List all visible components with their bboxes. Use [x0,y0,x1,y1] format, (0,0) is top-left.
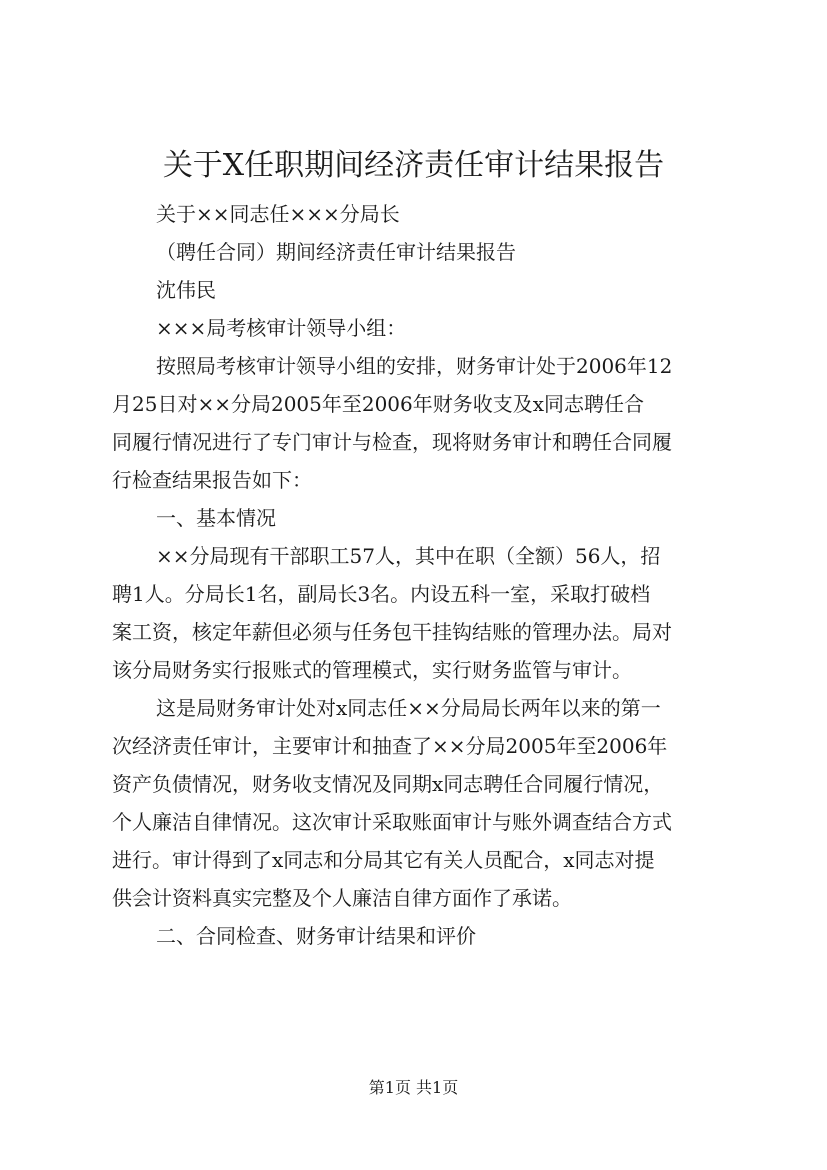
text-line: 个人廉洁自律情况。这次审计采取账面审计与账外调查结合方式 [112,810,672,834]
document-title: 关于X任职期间经济责任审计结果报告 [162,148,665,183]
text-line: 沈伟民 [156,278,216,302]
text-line: 同履行情况进行了专门审计与检查，现将财务审计和聘任合同履 [112,430,672,454]
text-line: 资产负债情况，财务收支情况及同期x同志聘任合同履行情况， [112,772,664,796]
text-line: 案工资，核定年薪但必须与任务包干挂钩结账的管理办法。局对 [112,620,672,644]
text-line: 月25日对××分局2005年至2006年财务收支及x同志聘任合 [112,392,645,416]
text-line: ×××局考核审计领导小组： [156,316,407,340]
document-body [112,195,724,955]
text-line: 供会计资料真实完整及个人廉洁自律方面作了承诺。 [112,886,572,910]
text-line: 进行。审计得到了x同志和分局其它有关人员配合，x同志对提 [112,848,655,872]
section-heading: 二、合同检查、财务审计结果和评价 [156,924,476,948]
text-line: 这是局财务审计处对x同志任××分局局长两年以来的第一 [156,696,661,720]
text-line: 行检查结果报告如下： [112,468,312,492]
text-line: （聘任合同）期间经济责任审计结果报告 [156,240,516,264]
text-line: ××分局现有干部职工57人，其中在职（全额）56人，招 [156,544,661,568]
text-line: 次经济责任审计，主要审计和抽查了××分局2005年至2006年 [112,734,668,758]
text-line: 关于××同志任×××分局长 [156,202,400,226]
text-line: 聘1人。分局长1名，副局长3名。内设五科一室，采取打破档 [112,582,651,606]
page-footer: 第1页 共1页 [368,1078,459,1097]
text-line: 该分局财务实行报账式的管理模式，实行财务监管与审计。 [112,658,632,682]
text-line: 按照局考核审计领导小组的安排，财务审计处于2006年12 [156,354,673,378]
section-heading: 一、基本情况 [156,506,276,530]
